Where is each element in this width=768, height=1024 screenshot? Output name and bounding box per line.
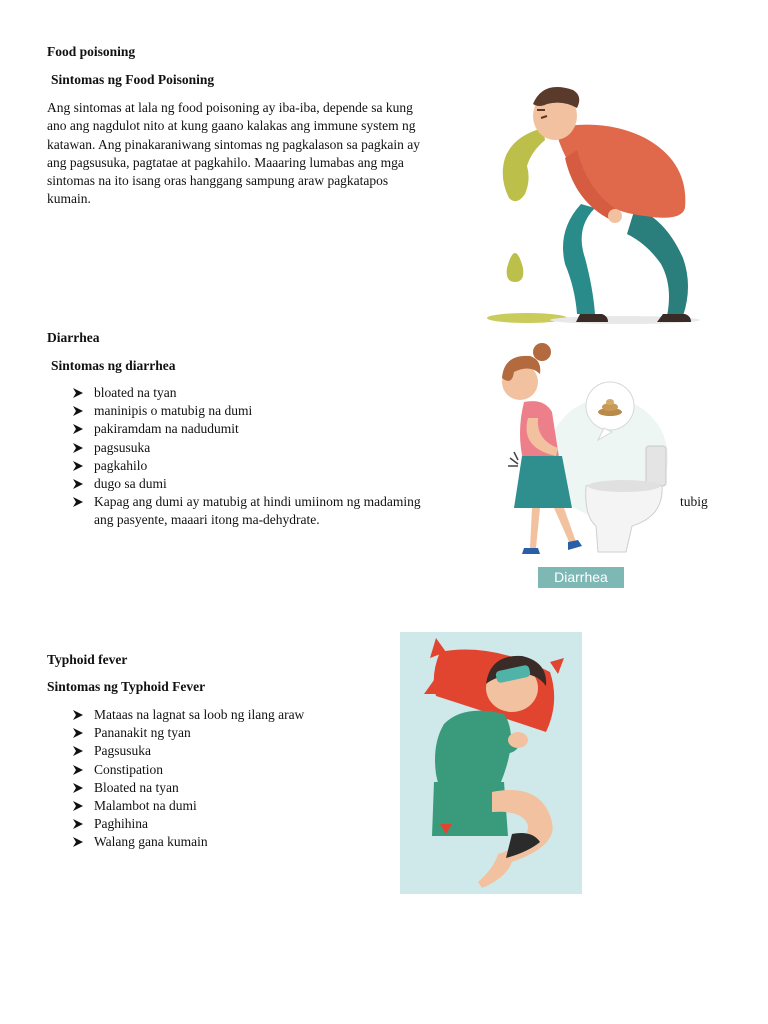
arrow-bullet-icon [72, 818, 84, 830]
list-item [71, 797, 391, 815]
list-item-text: bloated na tyan [94, 385, 177, 400]
list-item-text: Mataas na lagnat sa loob ng ilang araw [94, 707, 305, 722]
typhoid-symptom-list [71, 706, 391, 852]
list-item-continuation [71, 511, 481, 529]
list-item [71, 742, 391, 760]
list-item [71, 457, 481, 475]
paragraph-line: kumain. [47, 191, 91, 207]
list-item [71, 439, 481, 457]
paragraph-line: sintomas na ito isang oras hanggang sampung araw pagkatapos [47, 173, 389, 189]
arrow-bullet-icon [72, 496, 84, 508]
list-item-text: Walang gana kumain [94, 834, 208, 850]
list-item-text: Malambot na dumi [94, 798, 197, 814]
list-item-text: Constipation [94, 761, 164, 777]
list-item [71, 384, 481, 402]
paragraph-line: ano ang nagdulot nito at kung gaano kalakas ang immune system ng [47, 118, 416, 134]
arrow-bullet-icon [72, 442, 84, 454]
list-item-text: pagkahilo [94, 457, 148, 473]
list-item [71, 420, 481, 438]
list-item [71, 402, 481, 420]
diarrhea-subheading: Sintomas ng diarrhea [51, 358, 176, 373]
list-item [71, 779, 391, 797]
typhoid-subheading: Sintomas ng Typhoid Fever [47, 679, 206, 694]
food-poisoning-paragraph [47, 99, 487, 209]
list-item [71, 724, 391, 742]
list-item-text: pagsusuka [94, 439, 151, 455]
arrow-bullet-icon [72, 745, 84, 757]
list-item-text: maninipis o matubig na dumi [94, 403, 253, 419]
list-item [71, 493, 481, 511]
typhoid-sick-woman-image [400, 632, 582, 894]
list-item-text: Bloated na tyan [94, 779, 179, 795]
arrow-bullet-icon [72, 727, 84, 739]
vomiting-man-illustration [485, 78, 705, 328]
arrow-bullet-icon [72, 709, 84, 721]
diarrhea-image-label: Diarrhea [538, 567, 624, 588]
arrow-bullet-icon [72, 423, 84, 435]
vomiting-man-image [485, 78, 705, 328]
list-item [71, 706, 391, 724]
arrow-bullet-icon [72, 782, 84, 794]
paragraph-line: katawan. Ang pinakaraniwang sintomas ng pagkalason sa pagkain ay [47, 136, 421, 152]
list-item-text: Paghihina [94, 816, 148, 832]
diarrhea-girl-image [488, 338, 668, 564]
paragraph-line: Ang sintomas at lala ng food poisoning ay iba-iba, depende sa kung [47, 100, 413, 115]
list-item [71, 833, 391, 851]
list-item-text: ang pasyente, maaari itong ma-dehydrate. [94, 512, 320, 528]
list-item [71, 761, 391, 779]
list-item-text: dugo sa dumi [94, 476, 167, 492]
diarrhea-symptom-list [71, 384, 481, 530]
list-item-text: Pananakit ng tyan [94, 725, 191, 741]
arrow-bullet-icon [72, 387, 84, 399]
list-item-text: Kapag ang dumi ay matubig at hindi umiinom ng madaming [94, 494, 421, 510]
arrow-bullet-icon [72, 836, 84, 848]
food-poisoning-heading: Food poisoning [47, 44, 136, 59]
list-item [71, 475, 481, 493]
list-item-wrapped-word: tubig [680, 494, 708, 509]
list-item-text: Pagsusuka [94, 743, 151, 759]
diarrhea-girl-illustration [488, 338, 668, 564]
list-item-text: pakiramdam na nadudumit [94, 421, 239, 437]
food-poisoning-subheading: Sintomas ng Food Poisoning [51, 72, 215, 87]
list-item [71, 815, 391, 833]
typhoid-heading: Typhoid fever [47, 652, 128, 667]
arrow-bullet-icon [72, 478, 84, 490]
diarrhea-heading: Diarrhea [47, 330, 100, 345]
arrow-bullet-icon [72, 764, 84, 776]
arrow-bullet-icon [72, 460, 84, 472]
typhoid-illustration [400, 632, 582, 894]
arrow-bullet-icon [72, 405, 84, 417]
paragraph-line: ang pagsusuka, pagtatae at pagkahilo. Maaaring lumabas ang mga [47, 154, 404, 170]
arrow-bullet-icon [72, 800, 84, 812]
